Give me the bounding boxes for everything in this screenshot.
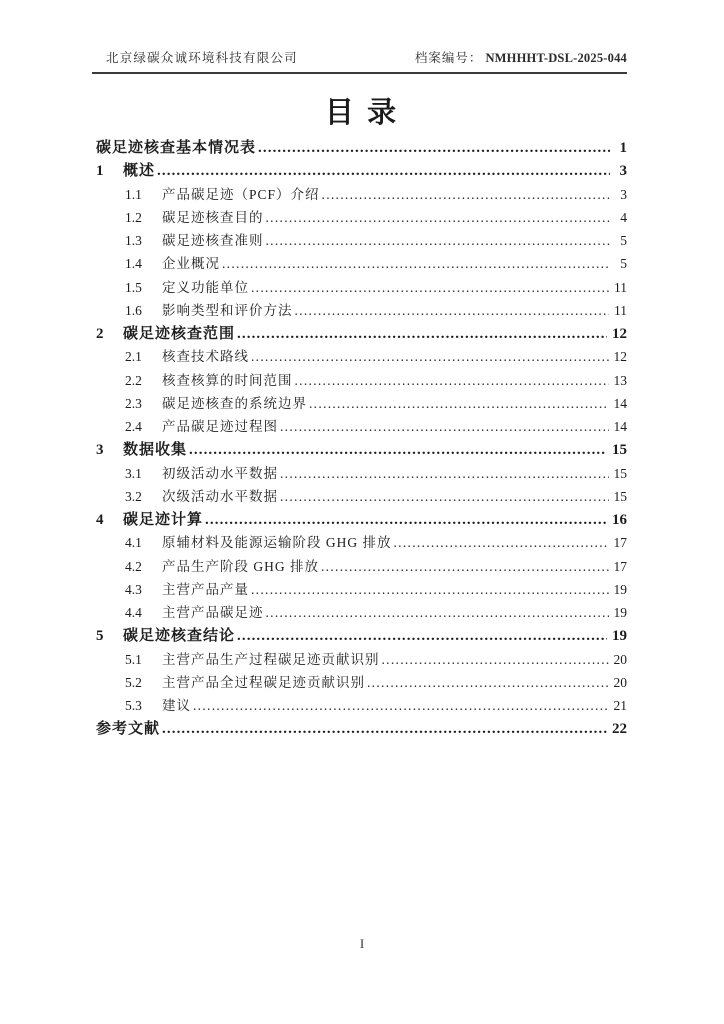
- toc-entry: [96, 392, 627, 415]
- toc-entry-page: 15: [612, 442, 627, 459]
- toc-dot-leader: [222, 256, 610, 272]
- toc-dot-leader: [280, 489, 609, 505]
- toc-entry-label: 主营产品产量: [162, 581, 249, 597]
- toc-entry: [96, 508, 627, 531]
- toc-entry-label: 原辅材料及能源运输阶段 GHG 排放: [162, 535, 392, 551]
- toc-entry: [96, 183, 627, 206]
- toc-entry-page: 21: [613, 698, 627, 713]
- toc-entry-label: 概述: [123, 163, 156, 180]
- toc-entry-page: 17: [613, 535, 627, 551]
- toc-entry-label: 产品碳足迹过程图: [162, 419, 278, 434]
- toc-entry-label: 碳足迹核查准则: [162, 233, 264, 248]
- toc-entry-number: 3.1: [125, 465, 142, 481]
- toc-entry-number: 1.1: [125, 186, 142, 202]
- toc-entry-number: 5: [96, 628, 104, 645]
- toc-dot-leader: [322, 187, 610, 203]
- toc-entry-label: 次级活动水平数据: [162, 488, 278, 504]
- toc-list: [96, 136, 627, 741]
- archive-number-label: 档案编号：: [414, 51, 483, 65]
- toc-entry-label: 碳足迹核查基本情况表: [96, 140, 257, 156]
- toc-entry-page: 20: [613, 674, 627, 690]
- toc-entry-page: 12: [613, 349, 627, 365]
- toc-entry-page: 15: [613, 488, 627, 504]
- toc-entry-label: 碳足迹计算: [123, 512, 204, 528]
- toc-entry-number: 4.2: [125, 558, 142, 574]
- toc-entry-number: 1.3: [125, 233, 142, 248]
- toc-dot-leader: [266, 233, 611, 249]
- toc-entry: [96, 322, 627, 345]
- toc-entry-label: 碳足迹核查范围: [123, 326, 236, 342]
- toc-entry-page: 14: [613, 395, 627, 411]
- toc-dot-leader: [321, 559, 609, 575]
- toc-dot-leader: [280, 466, 609, 482]
- toc-entry-page: 14: [613, 419, 627, 434]
- toc-dot-leader: [193, 698, 609, 714]
- toc-entry-number: 1.5: [125, 279, 142, 295]
- toc-entry: [96, 601, 627, 624]
- toc-entry-page: 12: [612, 326, 627, 342]
- toc-entry-number: 5.1: [125, 651, 142, 667]
- toc-entry-page: 3: [619, 163, 627, 180]
- toc-dot-leader: [394, 535, 609, 551]
- toc-dot-leader: [382, 652, 609, 668]
- toc-entry-number: 1: [96, 163, 104, 180]
- toc-entry-number: 3.2: [125, 488, 142, 504]
- toc-entry-number: 1.2: [125, 209, 142, 225]
- toc-entry-label: 核查技术路线: [162, 349, 249, 365]
- toc-entry-number: 4.3: [125, 581, 142, 597]
- toc-entry: [96, 717, 627, 740]
- toc-entry: [96, 299, 627, 322]
- toc-entry-label: 产品碳足迹（PCF）介绍: [162, 186, 320, 202]
- toc-entry-label: 碳足迹核查结论: [123, 628, 236, 645]
- toc-entry-number: 2.4: [125, 419, 142, 434]
- toc-entry-page: 19: [612, 628, 627, 645]
- toc-entry: [96, 462, 627, 485]
- toc-entry: [96, 648, 627, 671]
- toc-dot-leader: [258, 140, 610, 157]
- toc-entry: [96, 345, 627, 368]
- toc-entry-page: 5: [620, 256, 627, 272]
- toc-entry-label: 参考文献: [96, 721, 161, 738]
- toc-entry: [96, 671, 627, 694]
- toc-entry-label: 建议: [162, 698, 191, 713]
- toc-entry-number: 3: [96, 442, 104, 459]
- toc-entry: [96, 252, 627, 275]
- toc-entry-label: 碳足迹核查的系统边界: [162, 395, 307, 411]
- archive-number: [415, 48, 627, 66]
- toc-entry: [96, 206, 627, 229]
- toc-entry-page: 1: [619, 140, 627, 156]
- toc-entry-label: 影响类型和评价方法: [162, 302, 293, 318]
- toc-dot-leader: [189, 442, 607, 459]
- toc-entry-page: 19: [613, 581, 627, 597]
- toc-entry-page: 11: [614, 302, 627, 318]
- toc-entry-number: 2.1: [125, 349, 142, 365]
- toc-entry-page: 4: [620, 209, 627, 225]
- archive-number-value: NMHHHT-DSL-2025-044: [485, 51, 627, 65]
- toc-entry-page: 3: [620, 186, 627, 202]
- toc-entry: [96, 159, 627, 182]
- toc-entry-number: 1.4: [125, 256, 142, 272]
- toc-entry-label: 数据收集: [123, 442, 188, 459]
- toc-entry-label: 碳足迹核查目的: [162, 209, 264, 225]
- toc-entry-label: 企业概况: [162, 256, 220, 272]
- toc-dot-leader: [309, 396, 609, 412]
- toc-entry-page: 11: [614, 279, 627, 295]
- toc-entry: [96, 531, 627, 554]
- toc-entry: [96, 136, 627, 159]
- toc-entry-number: 2: [96, 326, 104, 342]
- toc-entry-label: 主营产品碳足迹: [162, 605, 264, 620]
- toc-entry-number: 2.3: [125, 395, 142, 411]
- toc-entry-page: 5: [620, 233, 627, 248]
- toc-entry-label: 定义功能单位: [162, 279, 249, 295]
- toc-entry-page: 20: [613, 651, 627, 667]
- toc-entry-label: 产品生产阶段 GHG 排放: [162, 558, 319, 574]
- toc-entry: [96, 415, 627, 438]
- toc-entry-page: 15: [613, 465, 627, 481]
- toc-dot-leader: [237, 628, 607, 645]
- toc-dot-leader: [162, 721, 607, 738]
- toc-dot-leader: [266, 605, 609, 621]
- toc-dot-leader: [205, 512, 607, 529]
- toc-dot-leader: [266, 210, 611, 226]
- toc-entry-page: 13: [613, 372, 627, 388]
- toc-entry: [96, 694, 627, 717]
- toc-dot-leader: [251, 349, 609, 365]
- toc-entry-label: 主营产品全过程碳足迹贡献识别: [162, 674, 365, 690]
- toc-dot-leader: [251, 582, 609, 598]
- toc-entry-page: 17: [613, 558, 627, 574]
- toc-entry: [96, 555, 627, 578]
- toc-entry-label: 初级活动水平数据: [162, 465, 278, 481]
- toc-entry: [96, 438, 627, 461]
- toc-entry: [96, 485, 627, 508]
- toc-entry-number: 5.2: [125, 674, 142, 690]
- page-header: [92, 48, 627, 74]
- toc-entry: [96, 276, 627, 299]
- toc-entry: [96, 578, 627, 601]
- toc-dot-leader: [251, 280, 609, 296]
- toc-entry-page: 16: [612, 512, 627, 528]
- toc-entry-page: 22: [612, 721, 627, 738]
- toc-entry: [96, 229, 627, 252]
- toc-entry-label: 主营产品生产过程碳足迹贡献识别: [162, 651, 380, 667]
- toc-dot-leader: [295, 303, 610, 319]
- toc-entry-number: 5.3: [125, 698, 142, 713]
- toc-entry: [96, 624, 627, 647]
- toc-dot-leader: [157, 163, 610, 180]
- toc-entry-number: 1.6: [125, 302, 142, 318]
- toc-entry-number: 4.1: [125, 535, 142, 551]
- page-title: 目 录: [324, 97, 400, 129]
- toc-entry-number: 2.2: [125, 372, 142, 388]
- toc-dot-leader: [280, 419, 609, 435]
- toc-entry: [96, 369, 627, 392]
- company-name: 北京绿碳众诚环境科技有限公司: [106, 51, 298, 65]
- page-number: I: [359, 936, 365, 951]
- toc-entry-page: 19: [613, 605, 627, 620]
- toc-entry-number: 4.4: [125, 605, 142, 620]
- toc-dot-leader: [237, 326, 607, 343]
- toc-entry-label: 核查核算的时间范围: [162, 372, 293, 388]
- toc-dot-leader: [295, 373, 609, 389]
- toc-entry-number: 4: [96, 512, 104, 528]
- toc-dot-leader: [367, 675, 609, 691]
